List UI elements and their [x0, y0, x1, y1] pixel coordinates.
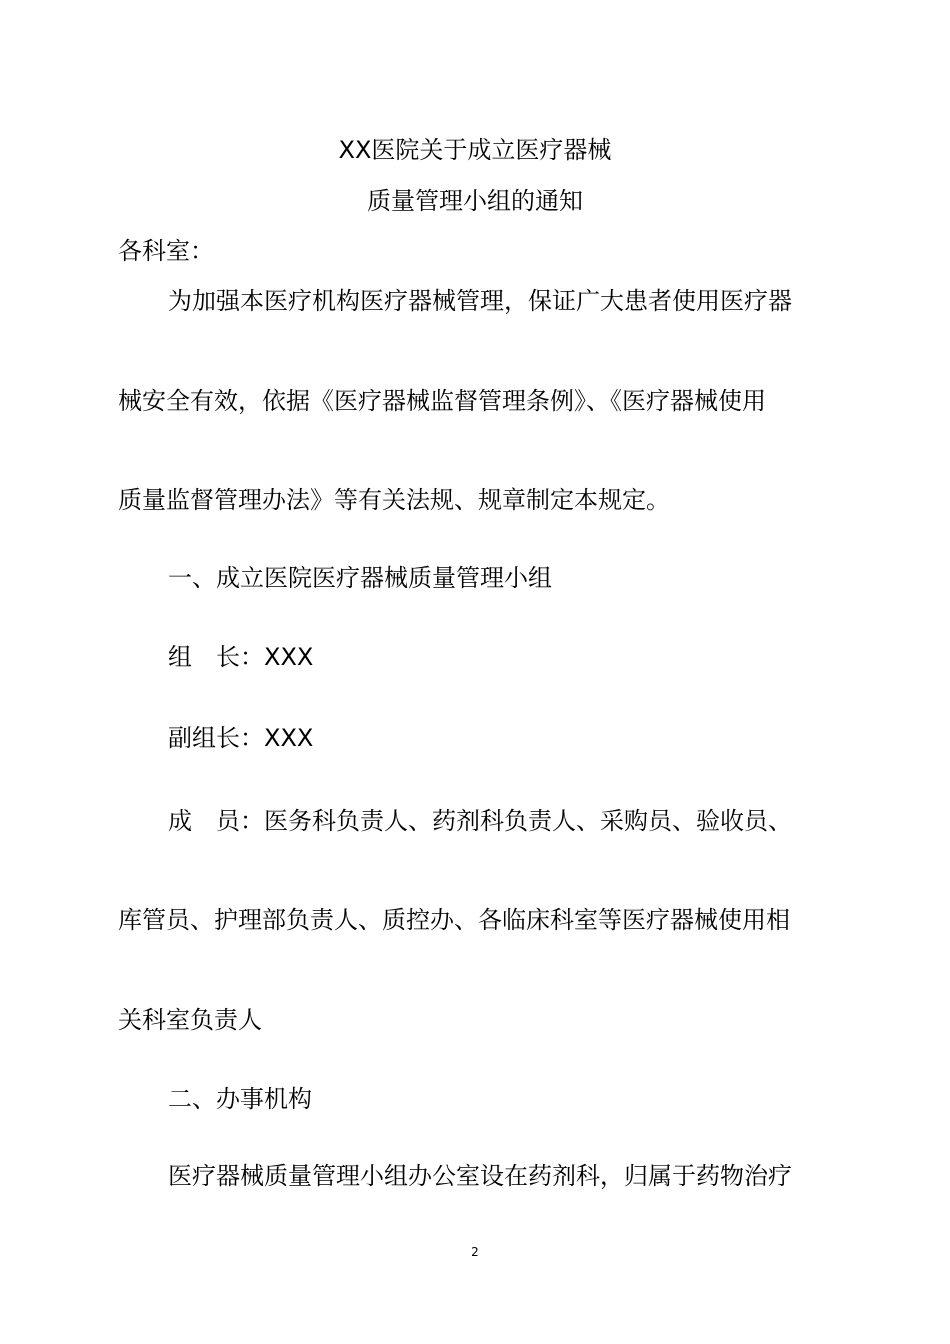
members-line-1: 成 员：医务科负责人、药剂科负责人、采购员、验收员、	[168, 807, 792, 835]
document-title-line-2: 质量管理小组的通知	[367, 187, 583, 215]
page-number: 2	[471, 1245, 479, 1259]
members-line-2: 库管员、护理部负责人、质控办、各临床科室等医疗器械使用相	[118, 906, 790, 934]
document-title-line-1: XX医院关于成立医疗器械	[338, 136, 612, 164]
deputy-group-leader: 副组长：XXX	[168, 724, 314, 752]
section-2-text: 医疗器械质量管理小组办公室设在药剂科，归属于药物治疗	[168, 1162, 792, 1190]
paragraph-1-line-3: 质量监督管理办法》等有关法规、规章制定本规定。	[118, 486, 670, 514]
section-2-heading: 二、办事机构	[168, 1085, 312, 1113]
members-line-3: 关科室负责人	[118, 1006, 262, 1034]
paragraph-1-line-2: 械安全有效，依据《医疗器械监督管理条例》、《医疗器械使用	[118, 387, 766, 415]
section-1-heading: 一、成立医院医疗器械质量管理小组	[168, 564, 552, 592]
paragraph-1-line-1: 为加强本医疗机构医疗器械管理，保证广大患者使用医疗器	[168, 287, 792, 315]
salutation: 各科室：	[118, 237, 214, 265]
group-leader: 组 长：XXX	[168, 643, 314, 671]
